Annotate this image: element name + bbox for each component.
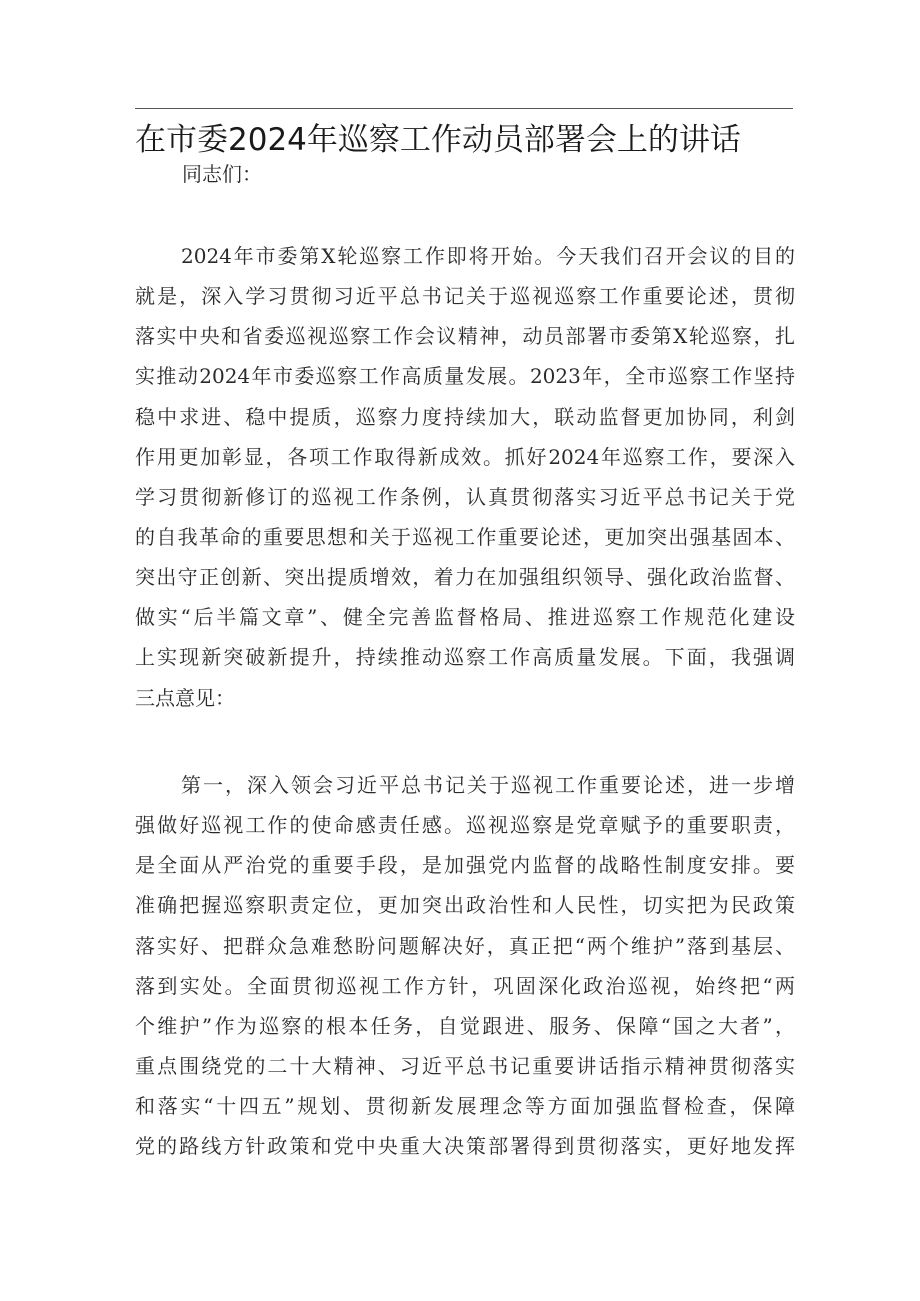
- paragraph-line: 2024年市委第X轮巡察工作即将开始。今天我们召开会议的目的: [181, 244, 795, 268]
- paragraph-line: 稳中求进、稳中提质，巡察力度持续加大，联动监督更加协同，利剑: [135, 404, 795, 429]
- paragraph-line: 突出守正创新、突出提质增效，着力在加强组织领导、强化政治监督、: [135, 565, 795, 590]
- paragraph-first-point: [135, 765, 795, 1166]
- paragraph-line: 和落实“十四五”规划、贯彻新发展理念等方面加强监督检查，保障: [135, 1094, 795, 1119]
- paragraph-line: 作用更加彰显，各项工作取得新成效。抓好2024年巡察工作，要深入: [135, 444, 795, 469]
- paragraph-line: 的自我革命的重要思想和关于巡视工作重要论述，更加突出强基固本、: [135, 524, 795, 549]
- paragraph-line: 准确把握巡察职责定位，更加突出政治性和人民性，切实把为民政策: [135, 893, 795, 918]
- paragraph-line: 上实现新突破新提升，持续推动巡察工作高质量发展。下面，我强调: [135, 645, 795, 670]
- salutation: 同志们：: [182, 162, 262, 186]
- paragraph-line: 三点意见：: [135, 685, 235, 710]
- paragraph-line: 落实中央和省委巡视巡察工作会议精神，动员部署市委第X轮巡察，扎: [135, 324, 795, 349]
- paragraph-line: 是全面从严治党的重要手段，是加强党内监督的战略性制度安排。要: [135, 853, 795, 878]
- paragraph-line: 个维护”作为巡察的根本任务，自觉跟进、服务、保障“国之大者”，: [135, 1013, 795, 1038]
- paragraph-line: 重点围绕党的二十大精神、习近平总书记重要讲话指示精神贯彻落实: [135, 1053, 795, 1078]
- paragraph-intro: [135, 236, 795, 718]
- paragraph-line: 就是，深入学习贯彻习近平总书记关于巡视巡察工作重要论述，贯彻: [135, 284, 795, 309]
- paragraph-line: 落到实处。全面贯彻巡视工作方针，巩固深化政治巡视，始终把“两: [135, 973, 795, 998]
- document-title: 在市委2024年巡察工作动员部署会上的讲话: [135, 122, 741, 158]
- paragraph-line: 做实“后半篇文章”、健全完善监督格局、推进巡察工作规范化建设: [135, 605, 795, 630]
- paragraph-line: 落实好、把群众急难愁盼问题解决好，真正把“两个维护”落到基层、: [135, 933, 795, 958]
- paragraph-line: 第一，深入领会习近平总书记关于巡视工作重要论述，进一步增: [181, 773, 795, 797]
- header-rule: [135, 108, 793, 109]
- paragraph-line: 实推动2024年市委巡察工作高质量发展。2023年，全市巡察工作坚持: [135, 364, 795, 389]
- paragraph-line: 学习贯彻新修订的巡视工作条例，认真贯彻落实习近平总书记关于党: [135, 484, 795, 509]
- paragraph-line: 党的路线方针政策和党中央重大决策部署得到贯彻落实，更好地发挥: [135, 1134, 795, 1159]
- paragraph-line: 强做好巡视工作的使命感责任感。巡视巡察是党章赋予的重要职责，: [135, 813, 795, 838]
